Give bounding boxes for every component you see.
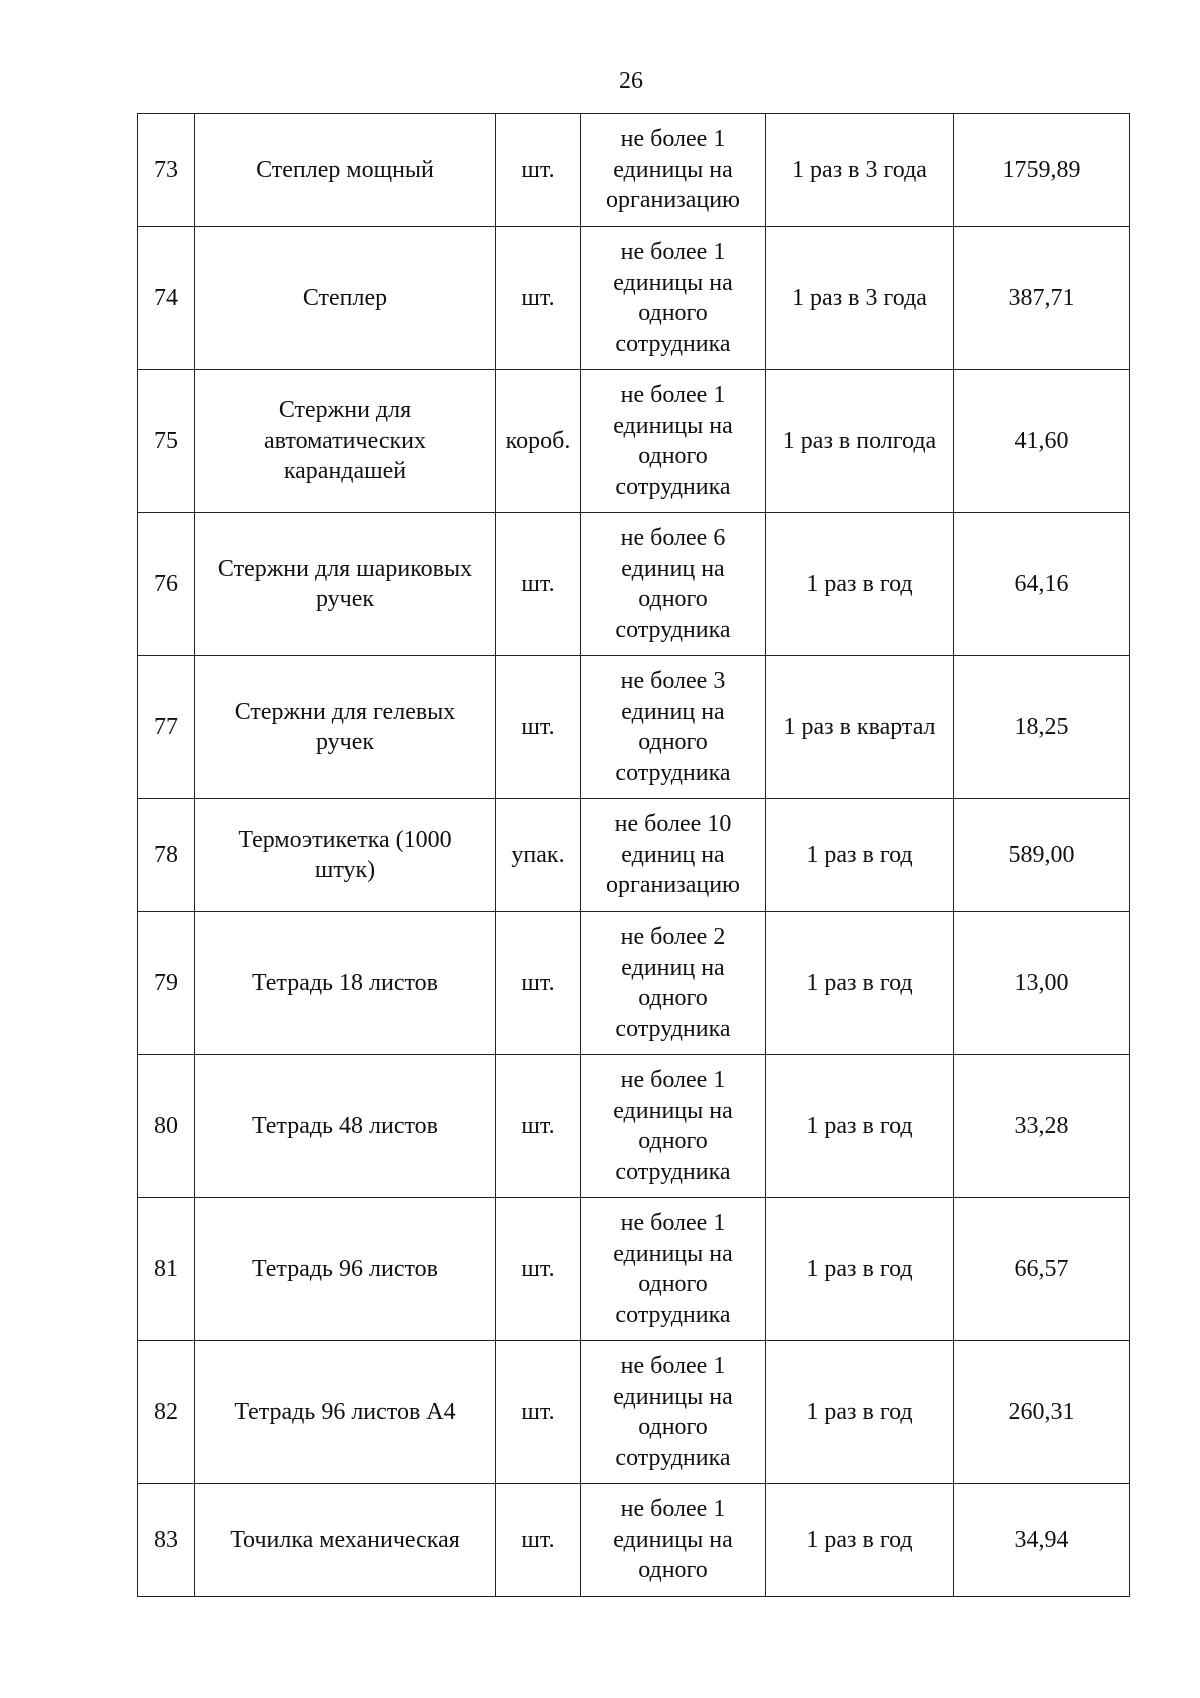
row-number: 80 bbox=[138, 1055, 195, 1198]
price: 13,00 bbox=[954, 912, 1130, 1055]
table-row bbox=[138, 1055, 1130, 1198]
item-name: Степлер bbox=[195, 227, 496, 370]
table-row bbox=[138, 227, 1130, 370]
unit: шт. bbox=[496, 227, 581, 370]
frequency: 1 раз в полгода bbox=[766, 370, 954, 513]
quantity-norm: не более 2 единиц на одного сотрудника bbox=[581, 912, 766, 1055]
frequency: 1 раз в квартал bbox=[766, 656, 954, 799]
unit: шт. bbox=[496, 656, 581, 799]
price: 1759,89 bbox=[954, 114, 1130, 227]
frequency: 1 раз в год bbox=[766, 1341, 954, 1484]
item-name: Стержни для автоматических карандашей bbox=[195, 370, 496, 513]
frequency: 1 раз в год bbox=[766, 912, 954, 1055]
row-number: 81 bbox=[138, 1198, 195, 1341]
table-row bbox=[138, 513, 1130, 656]
frequency: 1 раз в 3 года bbox=[766, 227, 954, 370]
unit: шт. bbox=[496, 1198, 581, 1341]
quantity-norm: не более 1 единицы на одного сотрудника bbox=[581, 1341, 766, 1484]
unit: шт. bbox=[496, 1341, 581, 1484]
table-row bbox=[138, 370, 1130, 513]
price: 64,16 bbox=[954, 513, 1130, 656]
item-name: Стержни для гелевых ручек bbox=[195, 656, 496, 799]
frequency: 1 раз в год bbox=[766, 513, 954, 656]
price: 34,94 bbox=[954, 1484, 1130, 1597]
item-name: Тетрадь 96 листов А4 bbox=[195, 1341, 496, 1484]
page-number: 26 bbox=[619, 68, 643, 94]
price: 18,25 bbox=[954, 656, 1130, 799]
quantity-norm: не более 1 единицы на одного сотрудника bbox=[581, 227, 766, 370]
unit: короб. bbox=[496, 370, 581, 513]
frequency: 1 раз в год bbox=[766, 1484, 954, 1597]
quantity-norm: не более 1 единицы на одного bbox=[581, 1484, 766, 1597]
item-name: Степлер мощный bbox=[195, 114, 496, 227]
supplies-table bbox=[137, 113, 1130, 1597]
quantity-norm: не более 1 единицы на организацию bbox=[581, 114, 766, 227]
row-number: 74 bbox=[138, 227, 195, 370]
table-row bbox=[138, 799, 1130, 912]
price: 589,00 bbox=[954, 799, 1130, 912]
item-name: Тетрадь 18 листов bbox=[195, 912, 496, 1055]
unit: шт. bbox=[496, 114, 581, 227]
row-number: 77 bbox=[138, 656, 195, 799]
row-number: 79 bbox=[138, 912, 195, 1055]
quantity-norm: не более 1 единицы на одного сотрудника bbox=[581, 1055, 766, 1198]
table-row bbox=[138, 656, 1130, 799]
quantity-norm: не более 10 единиц на организацию bbox=[581, 799, 766, 912]
row-number: 78 bbox=[138, 799, 195, 912]
item-name: Термоэтикетка (1000 штук) bbox=[195, 799, 496, 912]
table-row bbox=[138, 912, 1130, 1055]
price: 33,28 bbox=[954, 1055, 1130, 1198]
price: 260,31 bbox=[954, 1341, 1130, 1484]
quantity-norm: не более 6 единиц на одного сотрудника bbox=[581, 513, 766, 656]
item-name: Точилка механическая bbox=[195, 1484, 496, 1597]
row-number: 76 bbox=[138, 513, 195, 656]
row-number: 82 bbox=[138, 1341, 195, 1484]
unit: упак. bbox=[496, 799, 581, 912]
unit: шт. bbox=[496, 1484, 581, 1597]
quantity-norm: не более 1 единицы на одного сотрудника bbox=[581, 1198, 766, 1341]
price: 66,57 bbox=[954, 1198, 1130, 1341]
table-row bbox=[138, 1484, 1130, 1597]
quantity-norm: не более 3 единиц на одного сотрудника bbox=[581, 656, 766, 799]
frequency: 1 раз в год bbox=[766, 1198, 954, 1341]
table-row bbox=[138, 1341, 1130, 1484]
quantity-norm: не более 1 единицы на одного сотрудника bbox=[581, 370, 766, 513]
frequency: 1 раз в год bbox=[766, 799, 954, 912]
frequency: 1 раз в 3 года bbox=[766, 114, 954, 227]
price: 41,60 bbox=[954, 370, 1130, 513]
item-name: Стержни для шариковых ручек bbox=[195, 513, 496, 656]
frequency: 1 раз в год bbox=[766, 1055, 954, 1198]
table-row bbox=[138, 114, 1130, 227]
item-name: Тетрадь 48 листов bbox=[195, 1055, 496, 1198]
table-row bbox=[138, 1198, 1130, 1341]
unit: шт. bbox=[496, 1055, 581, 1198]
row-number: 73 bbox=[138, 114, 195, 227]
item-name: Тетрадь 96 листов bbox=[195, 1198, 496, 1341]
price: 387,71 bbox=[954, 227, 1130, 370]
unit: шт. bbox=[496, 513, 581, 656]
row-number: 75 bbox=[138, 370, 195, 513]
row-number: 83 bbox=[138, 1484, 195, 1597]
unit: шт. bbox=[496, 912, 581, 1055]
